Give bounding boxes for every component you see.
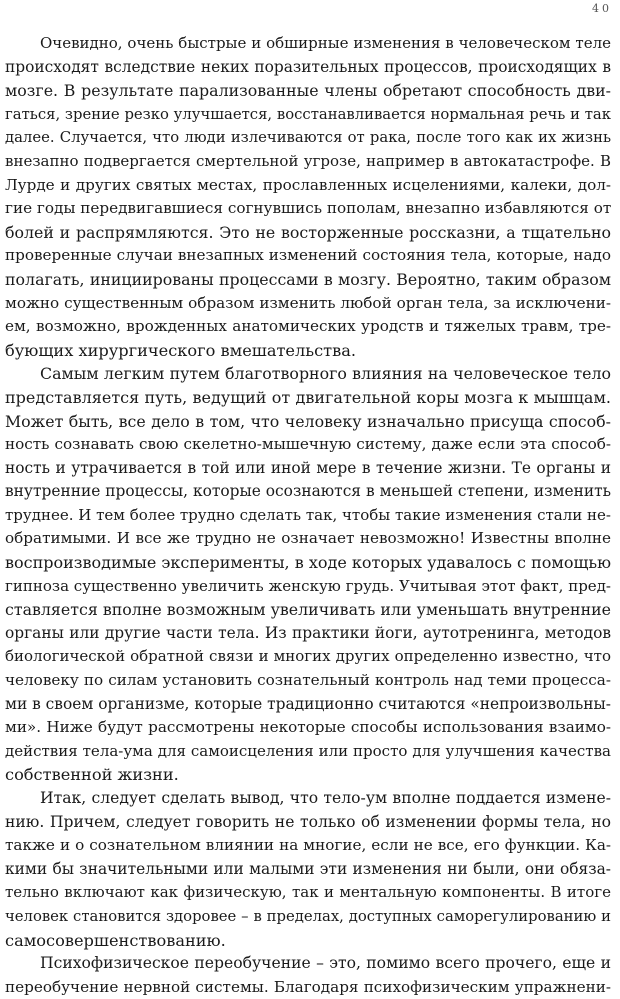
text-line: ставляется вполне возможным увеличивать или уменьшать внутренние: [5, 600, 611, 620]
text-line: бующих хирургического вмешательства.: [5, 340, 357, 360]
text-line: воспроизводимые эксперименты, в ходе которых удавалось с помощью: [5, 553, 611, 573]
paragraph-1: [5, 32, 611, 362]
text-line: гаться, зрение резко улучшается, восстанавливается нормальная речь и так: [5, 105, 611, 123]
paragraph-3: [5, 787, 611, 952]
text-line: ми». Ниже будут рассмотрены некоторые способы использования взаимо-: [5, 718, 611, 737]
text-line: представляется путь, ведущий от двигательной коры мозга к мышцам.: [5, 387, 611, 407]
text-line: переобучение нервной системы. Благодаря психофизическим упражнени-: [5, 977, 611, 996]
text-line: проверенные случаи внезапных изменений состояния тела, которые, надо: [5, 246, 611, 265]
text-line: тельно включают как физическую, так и ментальную компоненты. В итоге: [5, 883, 611, 902]
text-line: Психофизическое переобучение – это, помимо всего прочего, еще и: [40, 954, 611, 973]
text-line: труднее. И тем более трудно сделать так, чтобы такие изменения стали не-: [5, 505, 611, 524]
paragraph-2: [5, 362, 611, 787]
text-line: нию. Причем, следует говорить не только об изменении формы тела, но: [5, 812, 611, 831]
text-line: обратимыми. И все же трудно не означает невозможно! Известны вполне: [5, 529, 611, 548]
text-line: Лурде и других святых местах, прославленных исцелениями, калеки, дол-: [5, 175, 611, 194]
text-line: полагать, инициированы процессами в мозгу. Вероятно, таким образом: [5, 269, 611, 289]
text-line: также и о сознательном влиянии на многие, если не все, его функции. Ка-: [5, 836, 611, 855]
text-line: биологической обратной связи и многих других определенно известно, что: [5, 647, 611, 666]
text-line: человеку по силам установить сознательный контроль над теми процесса-: [5, 671, 611, 690]
text-line: самосовершенствованию.: [5, 930, 226, 950]
text-line: ем, возможно, врожденных анатомических уродств и тяжелых травм, тре-: [5, 317, 611, 336]
text-line: человек становится здоровее – в пределах, доступных саморегулированию и: [5, 907, 611, 925]
text-line: далее. Случается, что люди излечиваются от рака, после того как их жизнь: [5, 129, 611, 147]
text-line: Может быть, все дело в том, что человеку изначально присуща способ-: [5, 411, 611, 431]
text-line: ность и утрачивается в той или иной мере в течение жизни. Те органы и: [5, 458, 611, 477]
text-line: гие годы передвигавшиеся согнувшись пополам, внезапно избавляются от: [5, 199, 611, 218]
page-number: 40: [592, 2, 612, 15]
page-body: [5, 32, 611, 999]
text-line: Итак, следует сделать вывод, что тело-ум вполне поддается измене-: [40, 789, 611, 807]
text-line: болей и распрямляются. Это не восторженные россказни, а тщательно: [5, 222, 611, 242]
text-line: происходят вследствие неких поразительных процессов, происходящих в: [5, 57, 611, 76]
text-line: внезапно подвергается смертельной угрозе, например в автокатастрофе. В: [5, 151, 611, 170]
text-line: внутренние процессы, которые осознаются в меньшей степени, изменить: [5, 482, 611, 501]
text-line: ность сознавать свою скелетно-мышечную систему, даже если эта способ-: [5, 435, 611, 454]
text-line: кими бы значительными или малыми эти изменения ни были, они обяза-: [5, 859, 611, 878]
text-line: действия тела-ума для самоисцеления или просто для улучшения качества: [5, 741, 611, 760]
text-line: органы или другие части тела. Из практики йоги, аутотренинга, методов: [5, 623, 611, 642]
text-line: собственной жизни.: [5, 765, 179, 785]
text-line: ми в своем организме, которые традиционно считаются «непроизвольны-: [5, 694, 611, 713]
paragraph-4: [5, 952, 611, 999]
text-line: Самым легким путем благотворного влияния на человеческое тело: [40, 364, 611, 384]
text-line: можно существенным образом изменить любой орган тела, за исключени-: [5, 293, 611, 312]
text-line: гипноза существенно увеличить женскую грудь. Учитывая этот факт, пред-: [5, 576, 611, 595]
text-line: мозге. В результате парализованные члены обретают способность дви-: [5, 81, 611, 101]
text-line: Очевидно, очень быстрые и обширные изменения в человеческом теле: [40, 34, 611, 52]
